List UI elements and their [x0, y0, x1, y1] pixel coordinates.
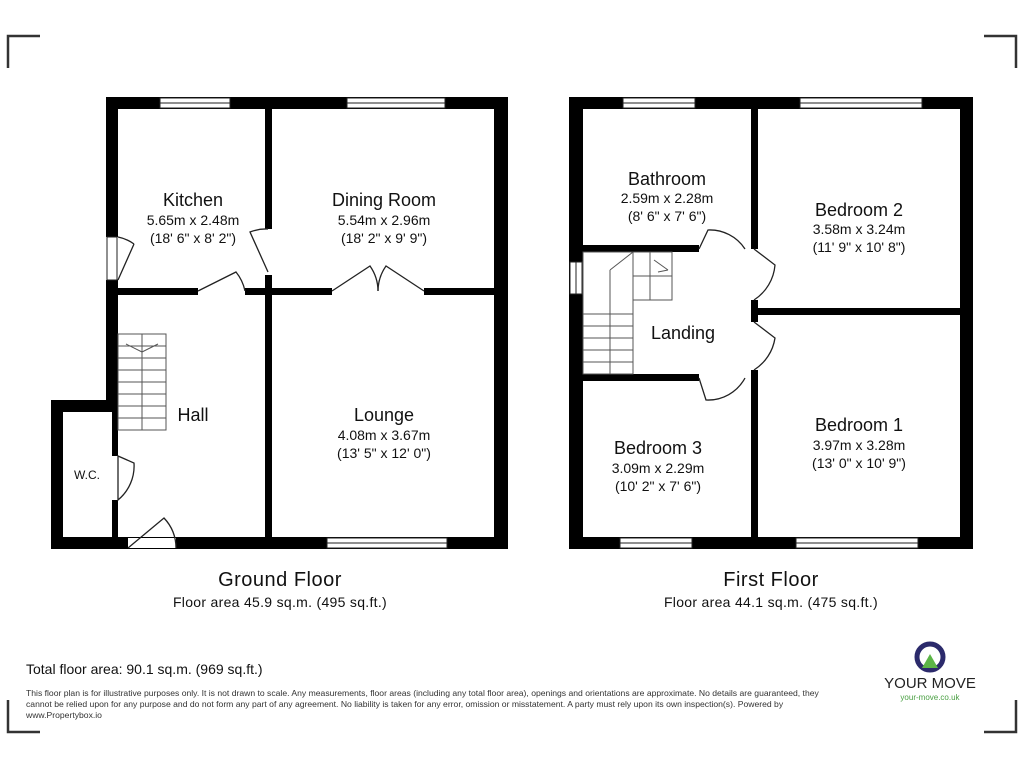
ground-floor-title: Ground Floor — [218, 569, 342, 591]
front-door-gap — [128, 538, 176, 548]
kitchen-metric: 5.65m x 2.48m — [146, 212, 240, 228]
ground-floor-plan — [51, 97, 508, 610]
brand-name: YOUR MOVE — [884, 675, 976, 692]
first-floor-title: First Floor — [723, 569, 819, 591]
lounge-name: Lounge — [353, 405, 415, 425]
landing-name: Landing — [650, 323, 716, 343]
first-floor-stairs — [583, 252, 672, 374]
total-floor-area: Total floor area: 90.1 sq.m. (969 sq.ft.) — [26, 661, 263, 677]
bedroom1-metric: 3.97m x 3.28m — [812, 437, 906, 453]
first-floor-doors — [699, 230, 775, 400]
bathroom-imperial: (8' 6" x 7' 6") — [627, 208, 707, 224]
disclaimer-text: This floor plan is for illustrative purposes only. It is not drawn to scale. Any measurements, floor areas (including any total floor area), openings and orientations are approximate. No details are guaranteed, they cannot be relied upon for any purpose and do not form any part of any agreement. No liability is taken for any error, omission or misstatement. A party must rely upon its own inspection(s). Powered by www.Propertybox.io — [26, 688, 819, 720]
crop-mark-top-right — [984, 36, 1016, 68]
bedroom1-name: Bedroom 1 — [814, 415, 904, 435]
dining-room-imperial: (18' 2" x 9' 9") — [340, 230, 428, 246]
lounge-imperial: (13' 5" x 12' 0") — [337, 445, 431, 461]
wc-name: W.C. — [74, 468, 100, 482]
first-floor-area: Floor area 44.1 sq.m. (475 sq.ft.) — [663, 594, 879, 610]
ground-floor-stairs — [118, 334, 166, 430]
lounge-metric: 4.08m x 3.67m — [337, 427, 431, 443]
brand-url: your-move.co.uk — [900, 693, 960, 702]
your-move-logo — [884, 644, 976, 702]
ground-floor-windows — [107, 98, 447, 548]
bedroom2-name: Bedroom 2 — [814, 200, 904, 220]
bathroom-name: Bathroom — [627, 169, 707, 189]
bedroom2-imperial: (11' 9" x 10' 8") — [812, 239, 906, 255]
crop-mark-bottom-right — [984, 700, 1016, 732]
bedroom3-imperial: (10' 2" x 7' 6") — [614, 478, 702, 494]
bedroom3-name: Bedroom 3 — [613, 438, 703, 458]
kitchen-side-window — [107, 237, 117, 280]
kitchen-imperial: (18' 6" x 8' 2") — [149, 230, 237, 246]
bedroom2-metric: 3.58m x 3.24m — [812, 221, 906, 237]
crop-marks — [8, 36, 1016, 732]
kitchen-name: Kitchen — [162, 190, 224, 210]
hall-name: Hall — [177, 405, 209, 425]
bedroom1-imperial: (13' 0" x 10' 9") — [812, 455, 906, 471]
dining-room-metric: 5.54m x 2.96m — [337, 212, 431, 228]
first-floor-plan — [569, 97, 973, 610]
bathroom-metric: 2.59m x 2.28m — [620, 190, 714, 206]
crop-mark-top-left — [8, 36, 40, 68]
bedroom3-metric: 3.09m x 2.29m — [611, 460, 705, 476]
logo-leaf-icon — [922, 654, 938, 668]
ground-floor-area: Floor area 45.9 sq.m. (495 sq.ft.) — [172, 594, 388, 610]
dining-room-name: Dining Room — [331, 190, 437, 210]
